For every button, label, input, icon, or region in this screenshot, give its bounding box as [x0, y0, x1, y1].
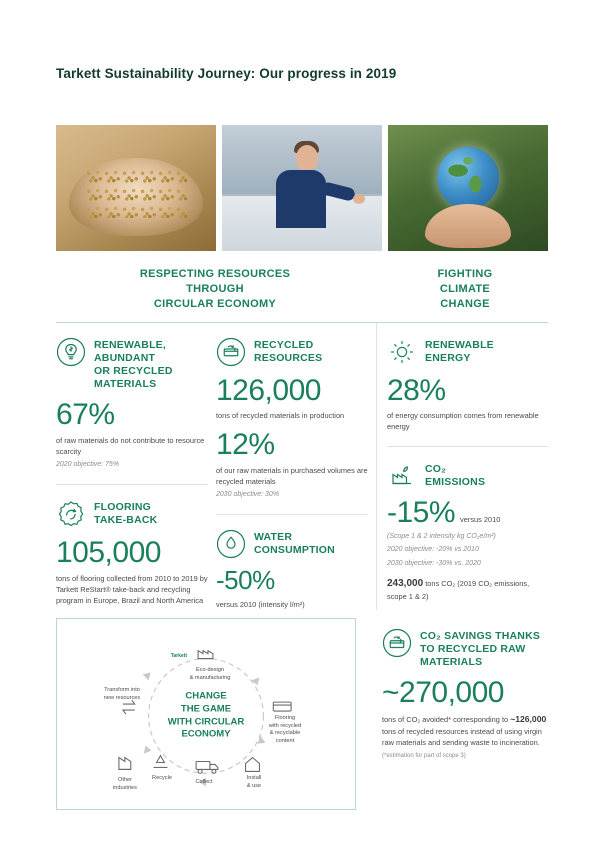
diagram-node-other-industries: Other industries [113, 777, 137, 791]
photo-worker-at-machine [222, 125, 382, 251]
column-right [376, 323, 548, 610]
block-water-consumption [216, 529, 368, 609]
recycled-loop-box-icon [382, 628, 412, 658]
desc-co2-savings: tons of CO₂ avoided* corresponding to ~126,000 tons of recycled resources instead of using virgin raw materials and sending waste to incineration. [382, 713, 547, 747]
desc-renewable-energy: of energy consumption comes from renewable energy [387, 411, 539, 432]
block-recycled-resources [216, 337, 368, 501]
value-water-consumption: -50% [216, 565, 275, 596]
column-middle [216, 323, 376, 610]
desc-water-consumption: versus 2010 (intensity l/m²) [216, 599, 305, 609]
value-renewable-materials: 67% [56, 398, 115, 432]
block-renewable-materials [56, 337, 208, 471]
divider-left-1 [56, 484, 208, 485]
block-title-co2-emissions: CO₂ EMISSIONS [425, 463, 486, 489]
value-recycled-share: 12% [216, 428, 275, 462]
recycled-box-icon [216, 337, 246, 367]
note-co2-scope: (Scope 1 & 2 intensity kg CO₂e/m²) [387, 532, 496, 540]
block-title-water-consumption: WATER CONSUMPTION [254, 531, 335, 557]
value-flooring-takeback: 105,000 [56, 536, 161, 570]
objective-co2-2030: 2030 objective: -30% vs. 2020 [387, 559, 481, 567]
heading-fighting-climate-change: FIGHTING CLIMATE CHANGE [437, 268, 493, 310]
block-flooring-takeback [56, 499, 208, 606]
desc-flooring-takeback: tons of flooring collected from 2010 to 2019 by Tarkett ReStart® take-back and recycling program in Europe, Brazil and North America [56, 573, 208, 605]
block-co2-savings [382, 628, 548, 759]
diagram-node-eco-design: Eco-design & manufacturing [189, 667, 231, 681]
value-co2-emissions: -15% [387, 496, 456, 530]
restart-leaf-badge-icon [56, 499, 86, 529]
diagram-node-install-use: Install & use [246, 775, 262, 789]
value-co2-savings: ~270,000 [382, 676, 504, 710]
block-title-renewable-energy: RENEWABLE ENERGY [425, 338, 494, 364]
photo-hands-holding-grain [56, 125, 216, 251]
desc-recycled-tons: tons of recycled materials in production [216, 411, 345, 421]
suffix-co2-emissions: versus 2010 [460, 515, 501, 525]
diagram-node-collect: Collect [195, 779, 213, 785]
divider-right-1 [387, 446, 548, 447]
column-left [56, 323, 216, 610]
circular-economy-diagram [56, 618, 356, 810]
factory-leaf-icon [387, 461, 417, 491]
diagram-node-transform: Transform into new resources [103, 687, 141, 701]
total-co2-emissions: 243,000 tons CO₂ (2019 CO₂ emissions, scope 1 & 2) [387, 578, 530, 602]
heading-respecting-resources: RESPECTING RESOURCES THROUGH CIRCULAR ECONOMY [139, 268, 291, 310]
value-renewable-energy: 28% [387, 373, 446, 407]
water-drop-icon [216, 529, 246, 559]
objective-renewable-materials: 2020 objective: 75% [56, 460, 120, 468]
value-recycled-tons: 126,000 [216, 373, 321, 407]
objective-co2-2020: 2020 objective: -20% vs 2010 [387, 546, 479, 554]
block-co2-emissions [387, 461, 548, 602]
page-title: Tarkett Sustainability Journey: Our progress in 2019 [56, 66, 397, 81]
photo-row [56, 125, 548, 251]
block-title-flooring-takeback: FLOORING TAKE-BACK [94, 501, 158, 527]
diagram-brand-label: Tarkett [170, 653, 187, 659]
diagram-node-recycle: Recycle [152, 775, 172, 781]
photo-hands-holding-earth [388, 125, 548, 251]
desc-renewable-materials: of raw materials do not contribute to resource scarcity [56, 435, 205, 456]
footnote-co2-savings: (*estimation for part of scope 3) [382, 752, 466, 759]
diagram-node-flooring: Flooring with recycled & recyclable content [268, 715, 302, 744]
block-renewable-energy [387, 337, 548, 433]
objective-recycled-share: 2030 objective: 30% [216, 490, 280, 498]
block-title-recycled-resources: RECYCLED RESOURCES [254, 338, 323, 364]
diagram-center-text: CHANGE THE GAME WITH CIRCULAR ECONOMY [167, 690, 245, 740]
section-headings-row [56, 267, 548, 312]
block-title-renewable-materials: RENEWABLE, ABUNDANT OR RECYCLED MATERIALS [94, 338, 173, 390]
desc-recycled-share: of our raw materials in purchased volumes are recycled materials [216, 465, 368, 486]
divider-mid-1 [216, 514, 368, 515]
sun-icon [387, 337, 417, 367]
block-title-co2-savings: CO₂ SAVINGS THANKS TO RECYCLED RAW MATERIALS [420, 630, 541, 669]
content-columns [56, 323, 548, 610]
lightbulb-leaf-icon [56, 337, 86, 367]
